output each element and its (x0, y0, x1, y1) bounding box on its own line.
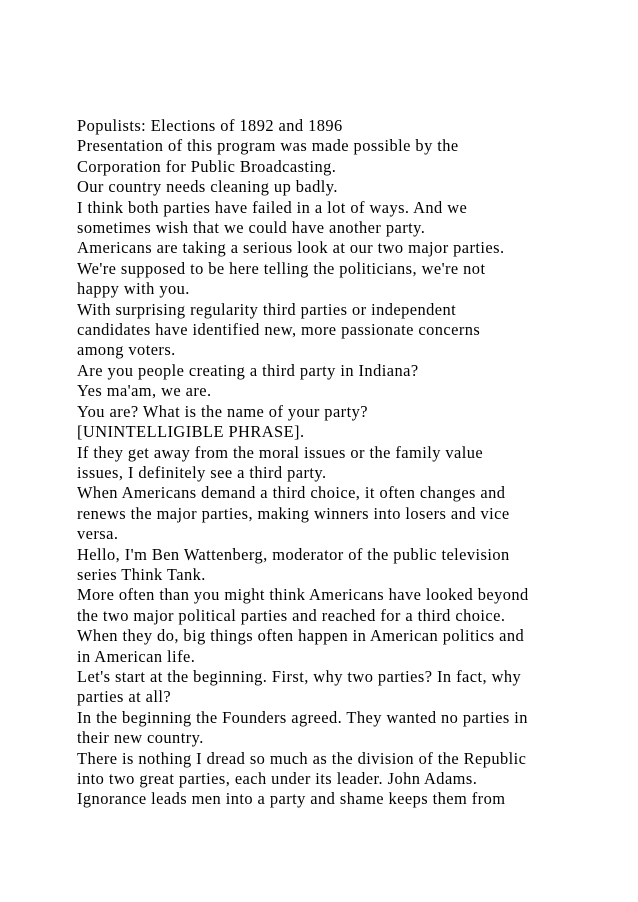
transcript-line: With surprising regularity third parties or independent (77, 299, 457, 319)
transcript-line: renews the major parties, making winners into losers and vice (77, 503, 510, 523)
transcript-text (77, 116, 567, 810)
transcript-line: versa. (77, 524, 119, 544)
transcript-line: Ignorance leads men into a party and shame keeps them from (77, 789, 506, 809)
transcript-line: happy with you. (77, 279, 190, 299)
transcript-line: Yes ma'am, we are. (77, 381, 212, 401)
transcript-line: When Americans demand a third choice, it often changes and (77, 483, 506, 503)
transcript-line: into two great parties, each under its leader. John Adams. (77, 769, 478, 788)
transcript-line: Let's start at the beginning. First, why two parties? In fact, why (77, 666, 522, 686)
transcript-line: You are? What is the name of your party? (77, 401, 368, 421)
transcript-line: If they get away from the moral issues or the family value (77, 442, 484, 462)
transcript-line: their new country. (77, 728, 204, 748)
transcript-line: candidates have identified new, more passionate concerns (77, 320, 481, 340)
transcript-line: Americans are taking a serious look at our two major parties. (77, 238, 505, 258)
transcript-line: Populists: Elections of 1892 and 1896 (77, 116, 343, 135)
transcript-line: among voters. (77, 340, 176, 360)
transcript-line: Our country needs cleaning up badly. (77, 177, 338, 197)
transcript-line: Presentation of this program was made possible by the (77, 136, 459, 156)
transcript-line: the two major political parties and reached for a third choice. (77, 605, 506, 625)
transcript-line: I think both parties have failed in a lot of ways. And we (77, 197, 468, 217)
transcript-line: Are you people creating a third party in Indiana? (77, 360, 419, 380)
transcript-line: parties at all? (77, 687, 172, 707)
transcript-line: We're supposed to be here telling the politicians, we're not (77, 258, 486, 278)
transcript-line: More often than you might think Americans have looked beyond (77, 585, 529, 605)
transcript-line: Hello, I'm Ben Wattenberg, moderator of the public television (77, 544, 510, 564)
transcript-line: series Think Tank. (77, 564, 206, 584)
transcript-line: [UNINTELLIGIBLE PHRASE]. (77, 422, 305, 442)
transcript-line: in American life. (77, 646, 196, 666)
transcript-line: When they do, big things often happen in American politics and (77, 626, 525, 646)
transcript-line: There is nothing I dread so much as the division of the Republic (77, 748, 527, 768)
transcript-line: In the beginning the Founders agreed. They wanted no parties in (77, 707, 528, 727)
transcript-line: sometimes wish that we could have another party. (77, 218, 426, 238)
transcript-line: Corporation for Public Broadcasting. (77, 156, 337, 176)
transcript-line: issues, I definitely see a third party. (77, 462, 327, 482)
